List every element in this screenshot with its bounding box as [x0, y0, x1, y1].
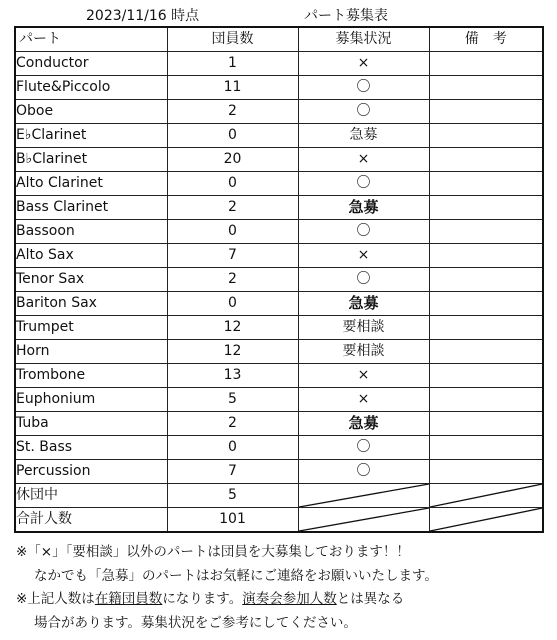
table-row — [15, 100, 543, 124]
table-row — [15, 436, 543, 460]
part-name: Flute&Piccolo — [15, 76, 167, 100]
table-row — [15, 52, 543, 76]
table-row — [15, 268, 543, 292]
table-row — [15, 316, 543, 340]
table-row — [15, 388, 543, 412]
part-name: Alto Sax — [15, 244, 167, 268]
member-count: 2 — [167, 196, 298, 220]
note-text: になります。 — [162, 591, 243, 607]
date-label: 2023/11/16 時点 — [86, 8, 200, 24]
column-header-remarks: 備 考 — [429, 27, 543, 52]
table-row — [15, 292, 543, 316]
remarks-cell — [429, 100, 543, 124]
recruitment-table — [14, 26, 544, 533]
part-name: St. Bass — [15, 436, 167, 460]
remarks-cell — [429, 412, 543, 436]
table-row — [15, 172, 543, 196]
table-row — [15, 460, 543, 484]
remarks-cell — [429, 292, 543, 316]
part-name: Tuba — [15, 412, 167, 436]
member-count: 7 — [167, 244, 298, 268]
member-count: 0 — [167, 220, 298, 244]
remarks-cell — [429, 388, 543, 412]
slash-cell — [298, 484, 429, 508]
remarks-cell — [429, 244, 543, 268]
member-count: 7 — [167, 460, 298, 484]
recruit-status: 〇 — [298, 220, 429, 244]
column-header-members: 団員数 — [167, 27, 298, 52]
column-header-part: パート — [15, 27, 167, 52]
note-line: なかでも「急募」のパートはお気軽にご連絡をお願いいたします。 — [34, 567, 438, 584]
remarks-cell — [429, 124, 543, 148]
part-name: Bass Clarinet — [15, 196, 167, 220]
inactive-label: 休団中 — [15, 484, 167, 508]
part-name: Euphonium — [15, 388, 167, 412]
notes — [16, 541, 546, 635]
table-row — [15, 364, 543, 388]
inactive-row — [15, 484, 543, 508]
slash-cell — [429, 508, 543, 533]
member-count: 20 — [167, 148, 298, 172]
remarks-cell — [429, 268, 543, 292]
note-text: とは異なる — [336, 591, 405, 607]
remarks-cell — [429, 220, 543, 244]
recruit-status: 要相談 — [298, 316, 429, 340]
table-row — [15, 220, 543, 244]
slash-cell — [298, 508, 429, 533]
remarks-cell — [429, 76, 543, 100]
remarks-cell — [429, 196, 543, 220]
part-name: Trombone — [15, 364, 167, 388]
note-emphasis: 演奏会参加人数 — [242, 591, 337, 607]
member-count: 2 — [167, 268, 298, 292]
recruit-status: 〇 — [298, 460, 429, 484]
remarks-cell — [429, 460, 543, 484]
member-count: 2 — [167, 100, 298, 124]
member-count: 2 — [167, 412, 298, 436]
table-row — [15, 148, 543, 172]
total-label: 合計人数 — [15, 508, 167, 533]
recruit-status: × — [298, 52, 429, 76]
member-count: 11 — [167, 76, 298, 100]
recruit-status: 要相談 — [298, 340, 429, 364]
recruit-status: 〇 — [298, 436, 429, 460]
part-name: Tenor Sax — [15, 268, 167, 292]
slash-cell — [429, 484, 543, 508]
remarks-cell — [429, 364, 543, 388]
note-line: 場合があります。募集状況をご参考にしてください。 — [34, 614, 357, 631]
recruit-status: 急募 — [298, 412, 429, 436]
recruit-status: 〇 — [298, 268, 429, 292]
table-row — [15, 124, 543, 148]
part-name: Conductor — [15, 52, 167, 76]
member-count: 0 — [167, 292, 298, 316]
member-count: 5 — [167, 388, 298, 412]
recruit-status: × — [298, 244, 429, 268]
note-text: ※上記人数は — [16, 591, 95, 607]
recruit-status: 急募 — [298, 292, 429, 316]
page-title: パート募集表 — [304, 8, 388, 24]
part-name: B♭Clarinet — [15, 148, 167, 172]
remarks-cell — [429, 340, 543, 364]
recruit-status: × — [298, 148, 429, 172]
recruit-status: × — [298, 388, 429, 412]
inactive-count: 5 — [167, 484, 298, 508]
recruit-status: 〇 — [298, 100, 429, 124]
recruit-status: 〇 — [298, 76, 429, 100]
part-name: Bassoon — [15, 220, 167, 244]
table-row — [15, 196, 543, 220]
part-name: Oboe — [15, 100, 167, 124]
member-count: 1 — [167, 52, 298, 76]
member-count: 12 — [167, 316, 298, 340]
table-body — [15, 52, 543, 484]
member-count: 0 — [167, 436, 298, 460]
note-emphasis: 在籍団員数 — [94, 591, 163, 607]
column-header-status: 募集状況 — [298, 27, 429, 52]
part-name: Percussion — [15, 460, 167, 484]
table-row — [15, 76, 543, 100]
note-line — [16, 588, 546, 612]
remarks-cell — [429, 172, 543, 196]
member-count: 12 — [167, 340, 298, 364]
remarks-cell — [429, 316, 543, 340]
table-row — [15, 244, 543, 268]
recruit-status: 〇 — [298, 172, 429, 196]
member-count: 0 — [167, 124, 298, 148]
total-row — [15, 508, 543, 533]
total-count: 101 — [167, 508, 298, 533]
part-name: Alto Clarinet — [15, 172, 167, 196]
table-header-row — [15, 27, 543, 52]
remarks-cell — [429, 52, 543, 76]
table-row — [15, 412, 543, 436]
part-name: Trumpet — [15, 316, 167, 340]
remarks-cell — [429, 148, 543, 172]
page-header — [0, 0, 557, 26]
recruit-status: 急募 — [298, 124, 429, 148]
part-name: E♭Clarinet — [15, 124, 167, 148]
note-line: ※「×」「要相談」以外のパートは団員を大募集しております！！ — [16, 544, 410, 560]
part-name: Bariton Sax — [15, 292, 167, 316]
recruit-status: × — [298, 364, 429, 388]
recruit-status: 急募 — [298, 196, 429, 220]
member-count: 0 — [167, 172, 298, 196]
remarks-cell — [429, 436, 543, 460]
member-count: 13 — [167, 364, 298, 388]
table-row — [15, 340, 543, 364]
part-name: Horn — [15, 340, 167, 364]
